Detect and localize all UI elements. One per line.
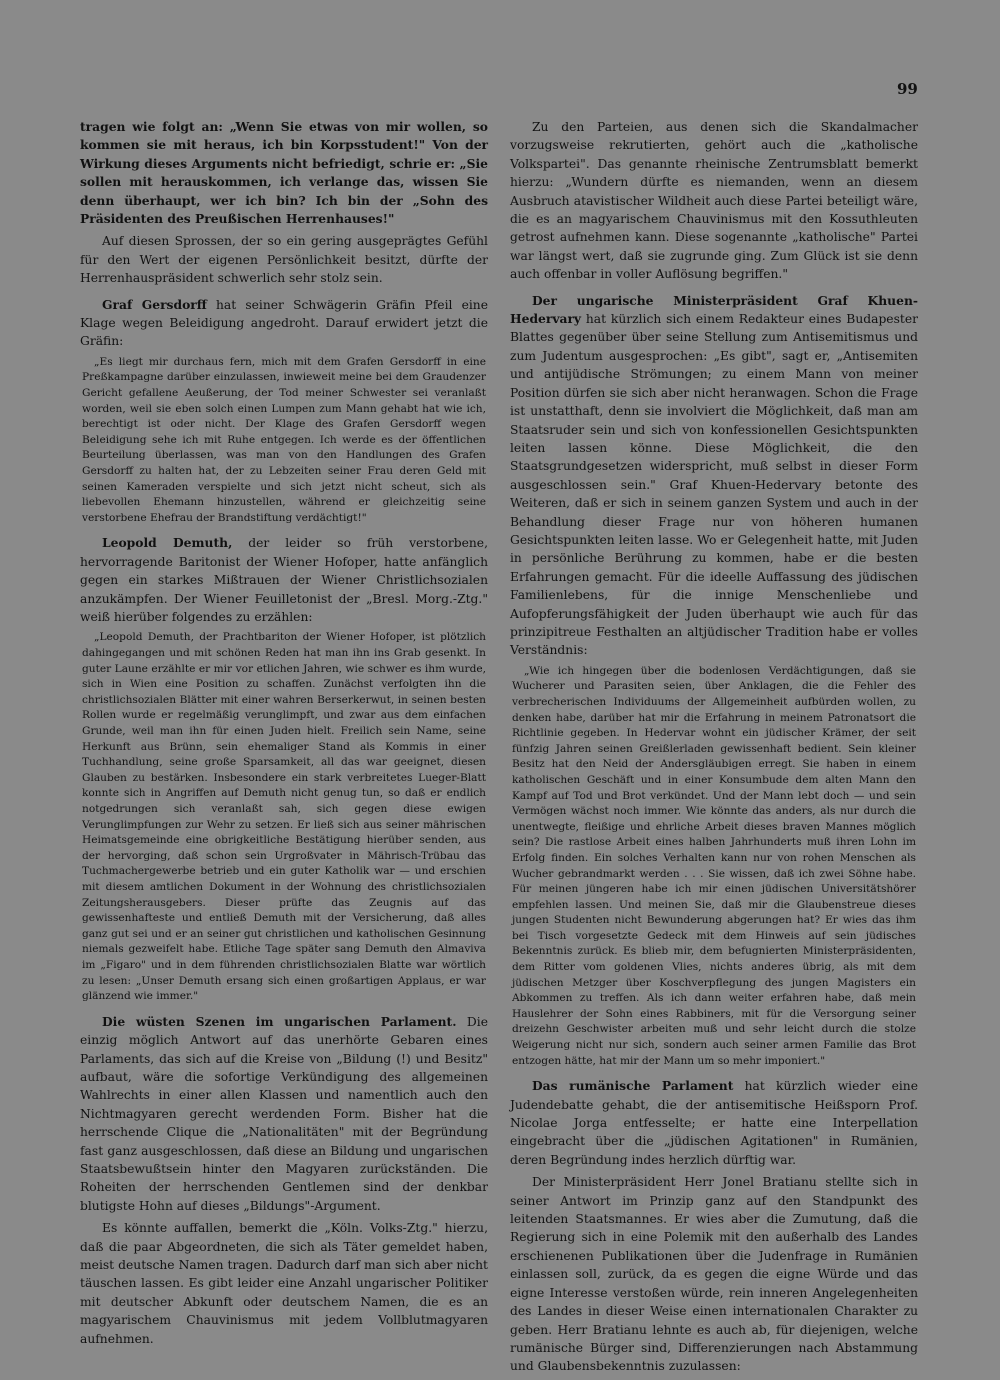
left-paragraph-4 [80,534,488,626]
right-paragraph-2-lead: Der ungarische Ministerpräsident Graf Khuen-Hedervary [510,292,918,327]
left-quote-1 [80,355,488,527]
left-paragraph-3-text: hat seiner Schwägerin Gräfin Pfeil eine Klage wegen Beleidigung angedroht. Darauf erwidert jetzt die Gräfin: [80,297,488,349]
right-quote-1 [510,664,918,1069]
left-paragraph-5-text: Die einzig möglich Antwort auf das unerhörte Gebaren eines Parlaments, das sich auf die Kreise von „Bildung (!) und Besitz" aufbaut, wäre die sofortige Verkündigung des allgemeinen Wahlrechts in einer allen Klassen und namentlich auch den Nichtmagyaren gerecht werdenden Form. Bisher hat die herrschende Clique die „Nationalitäten" mit der Begründung fast ganz ausgeschlossen, daß diese an Bildung und ungarischen Staatsbewußtsein hinter den Magyaren zurückständen. Die Roheiten der herrschenden Gentlemen sind der denkbar blutigste Hohn auf dieses „Bildungs"-Argument. [80,1014,488,1213]
right-paragraph-3-lead: Das rumänische Parlament [532,1078,734,1094]
left-quote-2-text: „Leopold Demuth, der Prachtbariton der Wiener Hofoper, ist plötzlich dahingegangen und mit schönen Reden hat man ihn ins Grab gesenkt. In guter Laune erzählte er mir vor etlichen Jahren, wie schwer es ihm wurde, sich in Wien eine Position zu schaffen. Zunächst verfolgten ihn die christlichsozialen Blätter mit einer wahren Berserkerwut, in seinen besten Rollen wurde er regelmäßig verunglimpft, und zwar aus dem einfachen Grunde, weil man ihn für einen Juden hielt. Freilich sein Name, seine Herkunft aus Brünn, sein ehemaliger Stand als Kommis in einer Tuchhandlung, seine große Sparsamkeit, all das war geeignet, diesen Glauben zu bestärken. Insbesondere ein stark verbreitetes Lueger-Blatt konnte sich in Angriffen auf Demuth nicht genug tun, so daß er endlich notgedrungen sich veranlaßt sah, sich gegen diese ewigen Verunglimpfungen zur Wehr zu setzen. Er ließ sich aus seiner mährischen Heimatsgemeinde eine obrigkeitliche Bestätigung hierüber senden, aus der hervorging, daß schon sein Urgroßvater in Mährisch-Trübau das Tuchmachergewerbe betrieb und ein guter Katholik war — und erschien mit diesem amtlichen Dokument in der Wohnung des christlichsozialen Zeitungsherausgebers. Dieser prüfte das Zeugnis auf das gewissenhafteste und entließ Demuth mit der Versicherung, daß alles ganz gut sei und er an seiner gut christlichen und katholischen Gesinnung niemals gezweifelt habe. Etliche Tage später sang Demuth den Almaviva im „Figaro" und in dem führenden christlichsozialen Blatte war wörtlich zu lesen: „Unser Demuth ersang sich einen großartigen Applaus, er war glänzend wie immer." [82,631,486,1003]
left-paragraph-3 [80,296,488,351]
left-paragraph-6: Es könnte auffallen, bemerkt die „Köln. Volks-Ztg." hierzu, daß die paar Abgeordneten, die sich als Täter gemeldet haben, meist deutsche Namen tragen. Dadurch darf man sich aber nicht täuschen lassen. Es gibt leider eine Anzahl ungarischer Politiker mit deutscher Abkunft oder deutschem Namen, die es an magyarischem Chauvinismus mit jedem Vollblutmagyaren aufnehmen. [80,1221,488,1346]
left-paragraph-4-text: der leider so früh verstorbene, hervorragende Baritonist der Wiener Hofoper, hatte anfänglich gegen ein starkes Mißtrauen der Wiener Christlichsozialen anzukämpfen. Der Wiener Feuilletonist der „Bresl. Morg.-Ztg." weiß hierüber folgendes zu erzählen: [80,536,488,625]
right-paragraph-1: Zu den Parteien, aus denen sich die Skandalmacher vorzugsweise rekrutierten, gehört auch die „katholische Volkspartei". Das genannte rheinische Zentrumsblatt bemerkt hierzu: „Wundern dürfte es niemanden, wenn an diesem Ausbruch atavistischer Wildheit auch diese Partei beteiligt wäre, die es an magyarischem Chauvinismus mit den Kossuthleuten getrost aufnehmen kann. Diese sogenannte „katholische" Partei war längst wert, daß sie zugrunde ging. Zum Glück ist sie denn auch offenbar in voller Auflösung begriffen." [510,120,918,282]
left-paragraph-2: Auf diesen Sprossen, der so ein gering ausgeprägtes Gefühl für den Wert der eigenen Persönlichkeit besitzt, dürfte der Herrenhauspräsident schwerlich sehr stolz sein. [80,234,488,286]
right-paragraph-2 [510,292,918,660]
page-number: 99 [897,80,918,98]
right-paragraph-2-text: hat kürzlich sich einem Redakteur eines Budapester Blattes gegenüber über seine Stellung zum Antisemitismus und zum Judentum ausgesprochen: „Es gibt", sagt er, „Antisemiten und antijüdische Strömungen; zu einem Mann von meiner Position dürfen sie sich aber nicht heranwagen. Schon die Frage ist unstatthaft, denn sie involviert die Möglichkeit, daß man am Staatsruder sein und sich von konfessionellen Gesichtspunkten leiten lassen könne. Diese Möglichkeit, die den Staatsgrundgesetzen widerspricht, muß selbst in dieser Form ausgeschlossen sein." Graf Khuen-Hedervary betonte des Weiteren, daß er sich in seinem ganzen System und auch in der Behandlung dieser Frage nur von höheren humanen Gesichtspunkten leiten lasse. Wo er Gelegenheit hatte, mit Juden in persönliche Berührung zu kommen, habe er die besten Erfahrungen gemacht. Für die ideelle Auffassung des jüdischen Familienlebens, für die innige Menschenliebe und Aufopferungsfähigkeit der Juden überhaupt wie auch für das prinzipitreue Festhalten an altjüdischer Tradition habe er volles Verständnis: [510,312,918,658]
right-paragraph-4: Der Ministerpräsident Herr Jonel Bratianu stellte sich in seiner Antwort im Prinzip ganz auf den Standpunkt des leitenden Staatsmannes. Er wies aber die Zumutung, daß die Regierung sich in eine Polemik mit den außerhalb des Landes erschienenen Publikationen über die Judenfrage in Rumänien einlassen soll, zurück, da es gegen die eigne Würde und das eigne Interesse verstoßen würde, rein inneren Angelegenheiten des Landes in dieser Weise einen internationalen Charakter zu geben. Herr Bratianu lehnte es auch ab, für diejenigen, welche rumänische Bürger sind, Differenzierungen nach Abstammung und Glaubensbekenntnis zuzulassen: [510,1175,918,1374]
right-paragraph-3-text: hat kürzlich wieder eine Judendebatte gehabt, die der antisemitische Heißsporn Prof. Nicolae Jorga entfesselte; er hatte eine Interpellation eingebracht über die „jüdischen Agitationen" in Rumänien, deren Begründung indes herzlich dürftig war. [510,1079,918,1167]
right-column [510,118,918,1380]
left-column [80,118,488,1352]
left-quote-1-text: „Es liegt mir durchaus fern, mich mit dem Grafen Gersdorff in eine Preßkampagne darüber einzulassen, inwieweit meine bei dem Graudenzer Gericht gefallene Aeußerung, der Tod meiner Schwester sei veranlaßt worden, weil sie eben solch einen Lumpen zum Mann gehabt hat wie ich, berechtigt ist oder nicht. Der Klage des Grafen Gersdorff wegen Beleidigung sehe ich mit Ruhe entgegen. Ich werde es der öffentlichen Beurteilung überlassen, was man von den Handlungen des Grafen Gersdorff zu halten hat, der zu Lebzeiten seiner Frau deren Geld mit seinen Kameraden verspielte und sich jetzt nicht scheut, sich als liebevollen Ehemann hinzustellen, während er gleichzeitig seine verstorbene Ehefrau der Brandstiftung verdächtigt!" [82,355,486,524]
left-paragraph-5 [80,1013,488,1215]
left-quote-2 [80,630,488,1004]
right-paragraph-3 [510,1077,918,1169]
left-paragraph-4-lead: Leopold Demuth, [102,535,233,551]
left-paragraph-3-lead: Graf Gersdorff [102,296,207,312]
right-quote-1-text: „Wie ich hingegen über die bodenlosen Verdächtigungen, daß sie Wucherer und Parasiten seien, über Anklagen, die die Fehler des verbrecherischen Individuums der Allgemeinheit aufbürden wollen, zu denken habe, darüber hat mir die Erfahrung in meinem Patronatsort die Richtlinie gegeben. In Hedervar wohnt ein jüdischer Krämer, der seit fünfzig Jahren seinen Greißlerladen gewissenhaft bedient. Sein kleiner Besitz hat den Neid der Andersgläubigen erregt. Sie haben in einem katholischen Geschäft und in einer Konsumbude dem alten Mann den Kampf auf Tod und Brot verkündet. Und der Mann lebt doch — und sein Vermögen wächst noch immer. Wie könnte das anders, als nur durch die unentwegte, fleißige und ehrliche Arbeit dieses braven Mannes möglich sein? Die rastlose Arbeit eines halben Jahrhunderts muß ihren Lohn im Erfolg finden. Ein solches Verhalten kann nur von rohen Menschen als Wucher gebrandmarkt werden . . . Sie wissen, daß ich zwei Söhne habe. Für meinen jüngeren habe ich mir einen jüdischen Universitätshörer empfehlen lassen. Und meinen Sie, daß mir die Glaubenstreue dieses jungen Studenten nicht Bewunderung abgerungen hat? Er wies das ihm bei Tisch vorgesetzte Gedeck mit dem Hinweis auf sein jüdisches Bekenntnis zurück. Es blieb mir, dem befugnierten Ministerpräsidenten, dem Ritter vom goldenen Vlies, nichts anderes übrig, als mit dem jüdischen Metzger über Koschverpflegung des jungen Magisters ein Abkommen zu treffen. Als ich dann weiter erfahren habe, daß mein Hauslehrer der Sohn eines Rabbiners, mit für die Versorgung seiner dreizehn Geschwister arbeiten muß und sehr leicht durch die stolze Weigerung nicht nur sich, sondern auch seiner armen Familie das Brot entzogen hätte, hat mir der Mann um so mehr imponiert." [512,664,916,1067]
left-paragraph-1: tragen wie folgt an: „Wenn Sie etwas von mir wollen, so kommen sie mit heraus, ich bin Korpsstudent!" Von der Wirkung dieses Arguments nicht befriedigt, schrie er: „Sie sollen mit herauskommen, ich verlange das, wissen Sie denn überhaupt, wer ich bin? Ich bin der „Sohn des Präsidenten des Preußischen Herrenhauses!" [80,119,488,227]
left-paragraph-5-lead: Die wüsten Szenen im ungarischen Parlament. [102,1013,457,1029]
